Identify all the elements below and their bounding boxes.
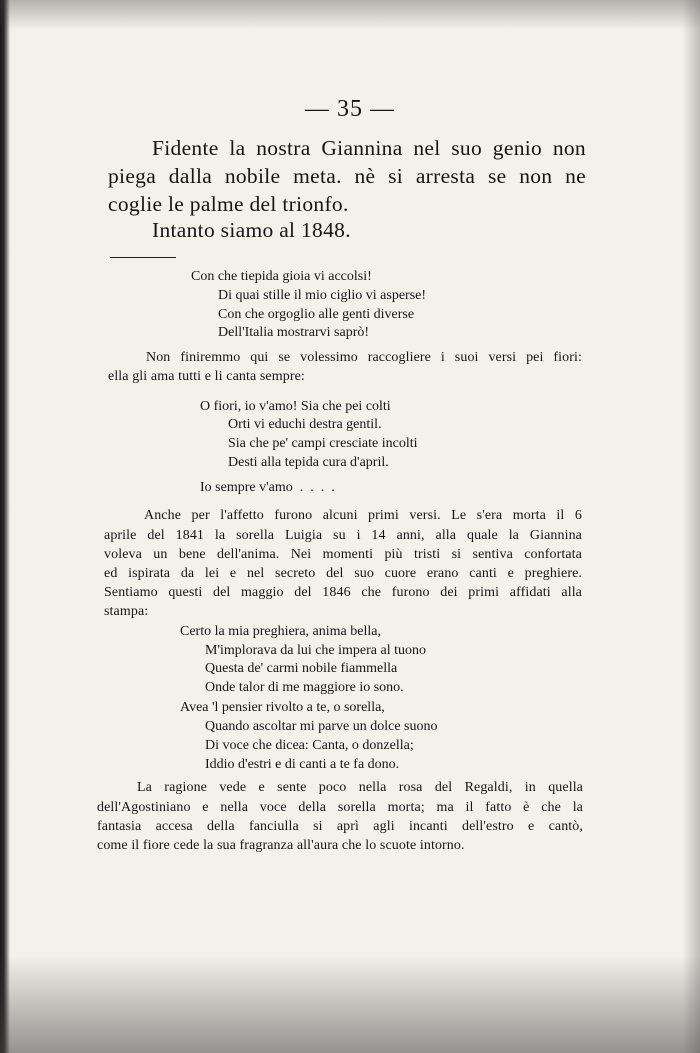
stanza-2-line-1: O fiori, io v'amo! Sia che pei colti xyxy=(200,399,391,414)
page-number: — 35 — xyxy=(305,96,395,122)
paragraph-2-line-2: aprile del 1841 la sorella Luigia su i 14 anni, alla quale la Giannina xyxy=(104,528,582,543)
stanza-4-line-3: Di voce che dicea: Canta, o donzella; xyxy=(205,738,414,753)
paragraph-3-line-3: fantasia accesa della fanciulla si aprì agli incanti dell'estro e cantò, xyxy=(97,819,583,834)
paragraph-1-line-1: Non finiremmo qui se volessimo raccogliere i suoi versi pei fiori: xyxy=(146,350,582,365)
stanza-4-line-1: Avea 'l pensier rivolto a te, o sorella, xyxy=(180,700,385,715)
section-rule xyxy=(110,257,176,258)
stanza-2-line-3: Sia che pe' campi cresciate incolti xyxy=(228,436,418,451)
stanza-3-line-3: Questa de' carmi nobile fiammella xyxy=(205,661,398,676)
stanza-3-line-2: M'implorava da lui che impera al tuono xyxy=(205,643,427,658)
page-right-shadow xyxy=(682,0,700,1053)
stanza-4-line-4: Iddio d'estri e di canti a te fa dono. xyxy=(205,757,400,772)
intro-line-1: Fidente la nostra Giannina nel suo genio non xyxy=(152,136,586,160)
stanza-1-line-4: Dell'Italia mostrarvi saprò! xyxy=(218,325,370,340)
stanza-2-line-2: Orti vi educhi destra gentil. xyxy=(228,417,382,432)
stanza-2-closing-line: Io sempre v'amo . . . . xyxy=(200,480,335,495)
paragraph-2-line-1: Anche per l'affetto furono alcuni primi versi. Le s'era morta il 6 xyxy=(144,508,582,523)
stanza-2-line-4: Desti alla tepida cura d'april. xyxy=(228,455,389,470)
intro-line-4: Intanto siamo al 1848. xyxy=(152,218,351,242)
stanza-4-line-2: Quando ascoltar mi parve un dolce suono xyxy=(205,719,438,734)
paragraph-2-line-3: voleva un bene dell'anima. Nei momenti più tristi si sentiva confortata xyxy=(104,547,582,562)
paragraph-2-line-4: ed ispirata da lei e nel secreto del suo cuore erano canti e preghiere. xyxy=(104,566,582,581)
page-top-stain xyxy=(0,0,700,30)
paragraph-3-line-2: dell'Agostiniano e nella voce della sorella morta; ma il fatto è che la xyxy=(97,800,583,815)
paragraph-1-line-2: ella gli ama tutti e li canta sempre: xyxy=(108,369,305,384)
paragraph-3-line-1: La ragione vede e sente poco nella rosa del Regaldi, in quella xyxy=(137,780,583,795)
paragraph-3-line-4: come il fiore cede la sua fragranza all'aura che lo scuote intorno. xyxy=(97,838,465,853)
stanza-3-line-1: Certo la mia preghiera, anima bella, xyxy=(180,624,381,639)
page-bottom-stain xyxy=(0,955,700,1053)
paragraph-2-line-6: stampa: xyxy=(104,604,149,619)
intro-line-3: coglie le palme del trionfo. xyxy=(108,192,349,216)
paragraph-2-line-5: Sentiamo questi del maggio del 1846 che furono dei primi affidati alla xyxy=(104,585,582,600)
binding-edge xyxy=(0,0,10,1053)
stanza-3-line-4: Onde talor di me maggiore io sono. xyxy=(205,680,404,695)
stanza-1-line-2: Di quai stille il mio ciglio vi asperse! xyxy=(218,288,427,303)
stanza-1-line-1: Con che tiepida gioia vi accolsi! xyxy=(191,269,372,284)
intro-line-2: piega dalla nobile meta. nè si arresta se non ne xyxy=(108,164,586,188)
stanza-1-line-3: Con che orgoglio alle genti diverse xyxy=(218,307,415,322)
